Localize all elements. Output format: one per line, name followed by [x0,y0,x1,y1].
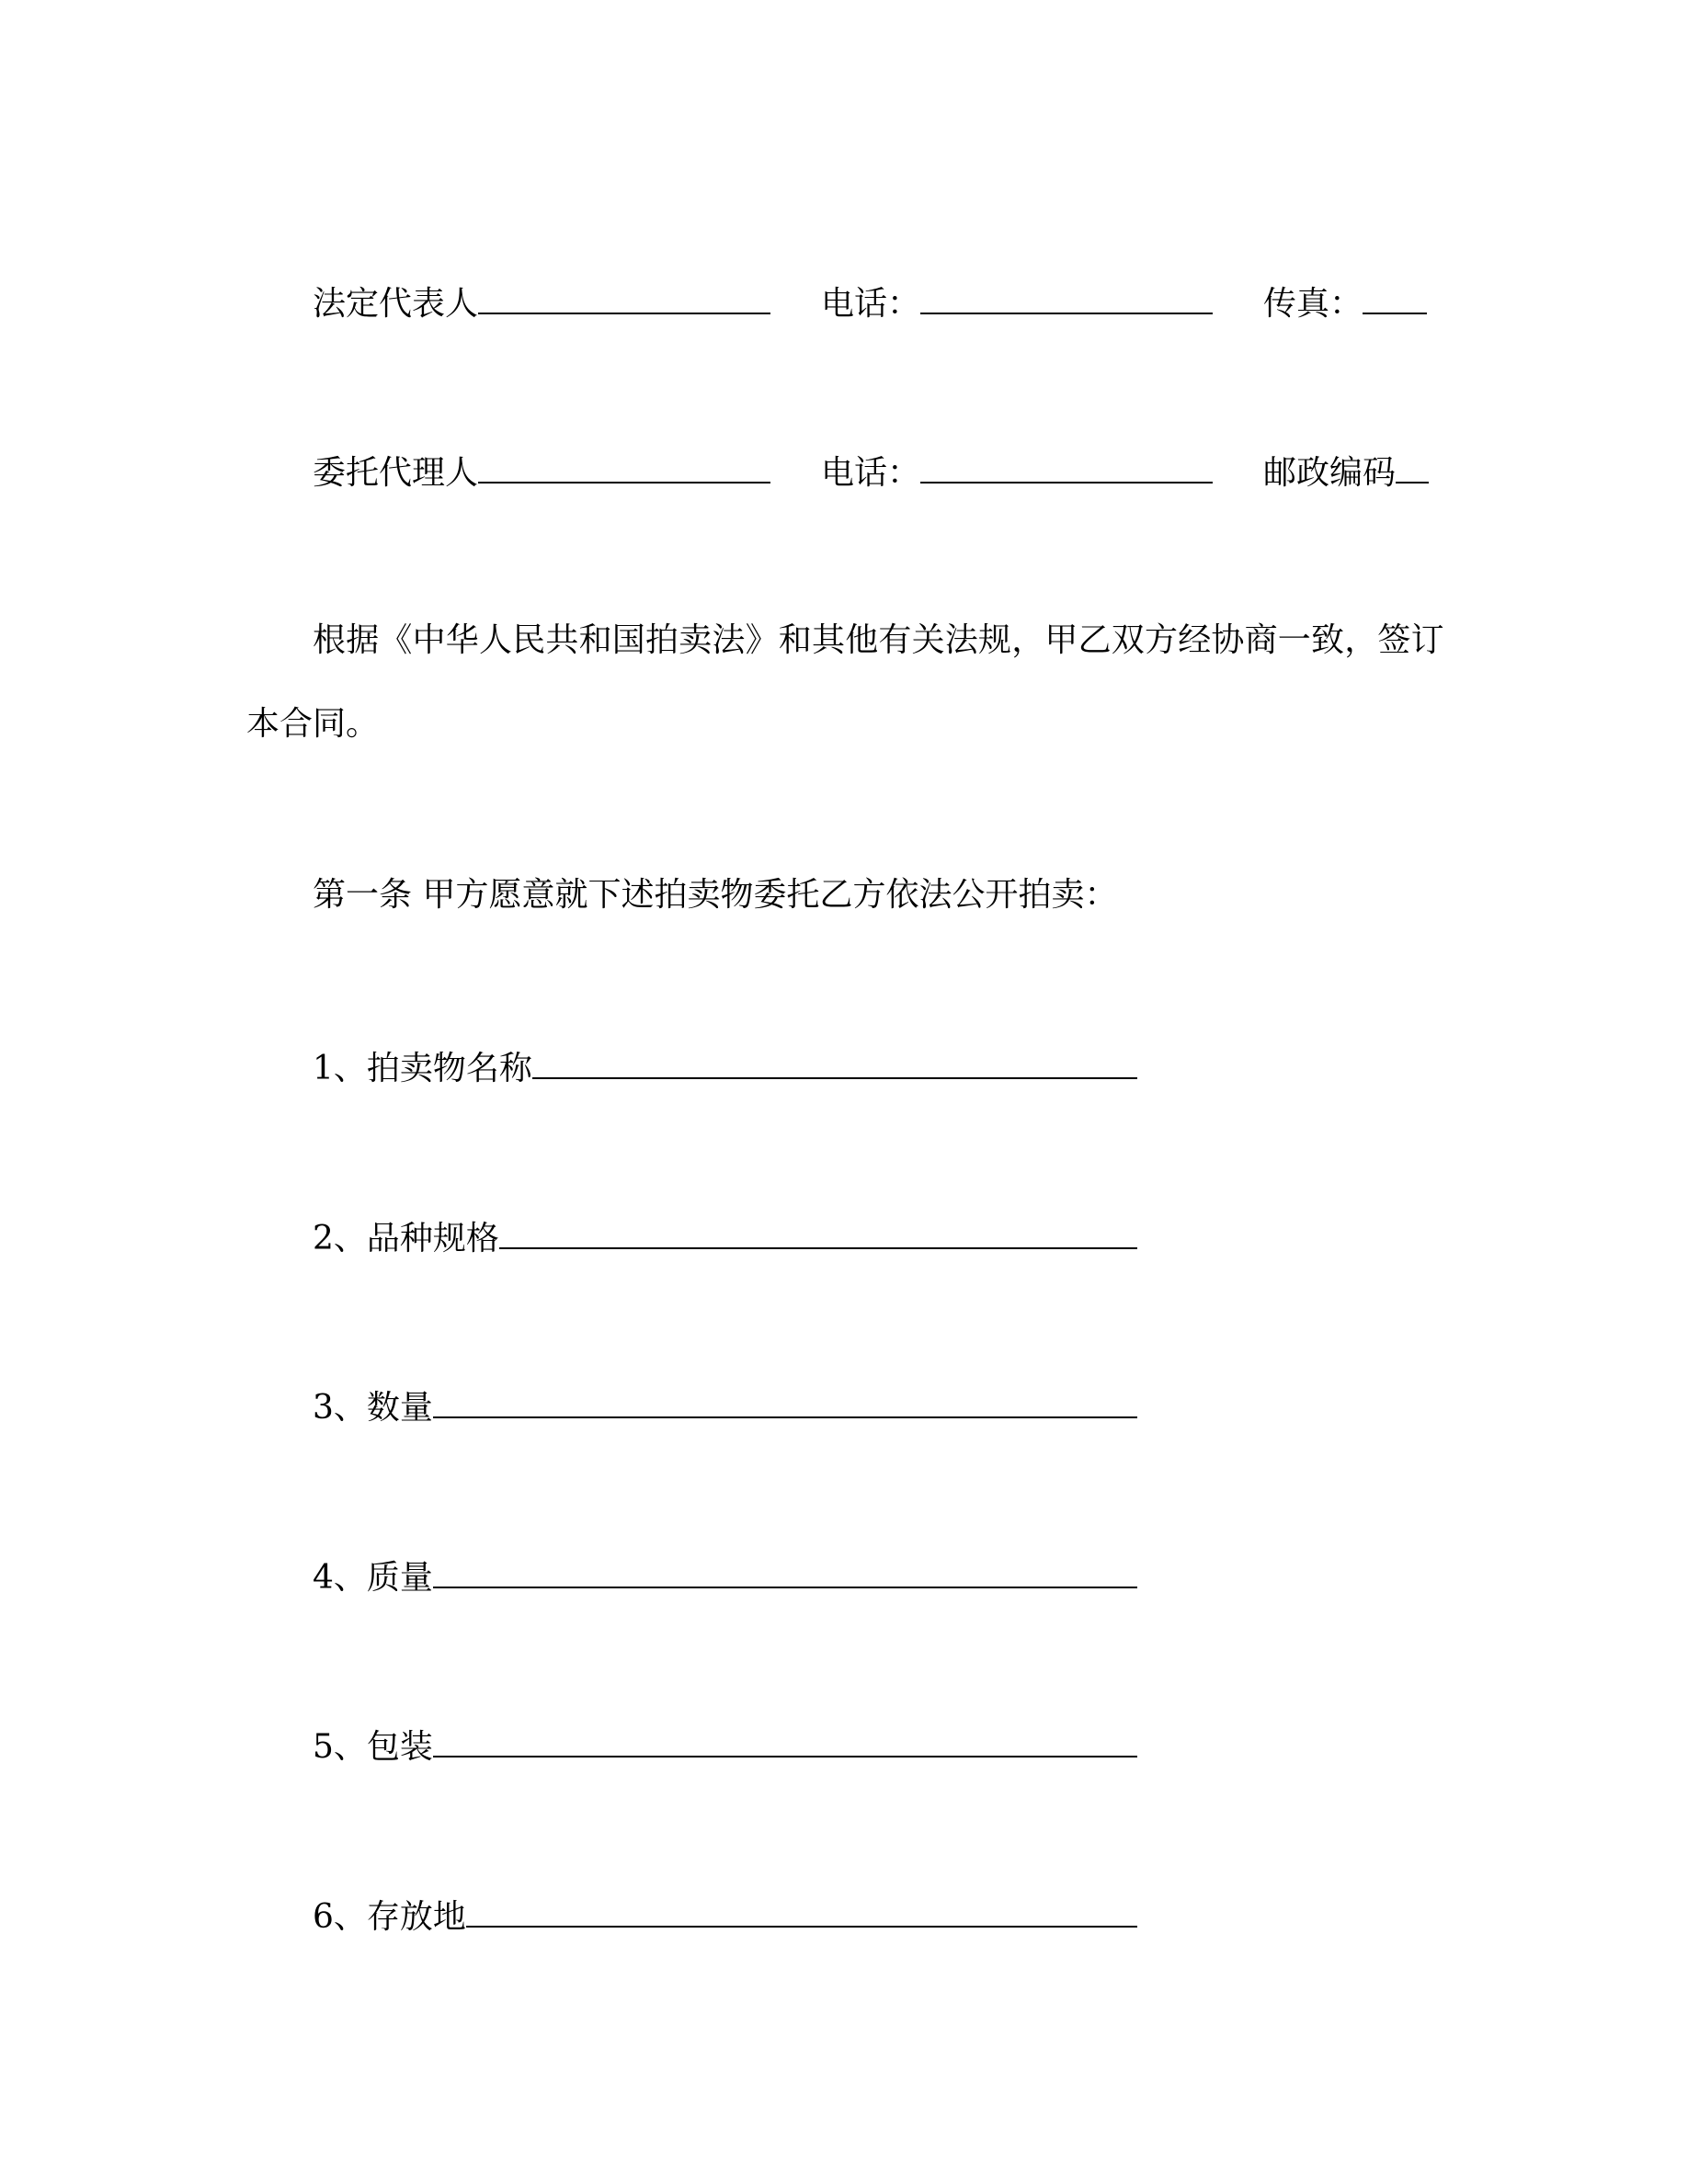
fax-label: 传真： [1263,285,1363,323]
legal-representative-blank[interactable] [478,281,770,314]
entrusted-agent-row [313,450,770,494]
item-variety-spec [313,1216,1137,1259]
entrusted-agent-blank[interactable] [478,450,770,483]
item-quality [313,1555,1137,1598]
item-quantity [313,1385,1137,1428]
item-auction-name [313,1046,1137,1089]
phone-blank[interactable] [920,281,1213,314]
item-packaging [313,1724,1137,1768]
item-blank[interactable] [433,1385,1137,1418]
item-blank[interactable] [433,1555,1137,1588]
item-blank[interactable] [433,1724,1137,1757]
phone-blank[interactable] [920,450,1213,483]
phone-label: 电话： [821,285,921,323]
article-1-heading: 第一条 甲方愿意就下述拍卖物委托乙方依法公开拍卖： [313,876,1118,914]
item-label: 2、品种规格 [313,1220,499,1257]
item-label: 4、质量 [313,1559,433,1597]
fax-row [1263,281,1427,324]
item-blank[interactable] [499,1216,1137,1249]
item-label: 3、数量 [313,1389,433,1427]
phone-row-2 [821,450,1213,494]
postal-code-label: 邮政编码 [1263,454,1397,492]
phone-row-1 [821,281,1213,324]
legal-representative-label: 法定代表人 [313,285,479,323]
preamble-line-1: 根据《中华人民共和国拍卖法》和其他有关法规，甲乙双方经协商一致，签订 [313,621,1444,659]
postal-code-blank[interactable] [1396,450,1429,483]
item-label: 5、包装 [313,1728,433,1766]
entrusted-agent-label: 委托代理人 [313,454,479,492]
postal-code-row [1263,450,1429,494]
item-label: 6、存放地 [313,1898,466,1936]
item-label: 1、拍卖物名称 [313,1050,532,1087]
item-blank[interactable] [532,1046,1137,1079]
item-storage-location [313,1894,1137,1938]
preamble-line-2: 本合同。 [246,705,380,743]
fax-blank[interactable] [1363,281,1427,314]
legal-representative-row [313,281,770,324]
phone-label: 电话： [821,454,921,492]
item-blank[interactable] [466,1894,1137,1928]
